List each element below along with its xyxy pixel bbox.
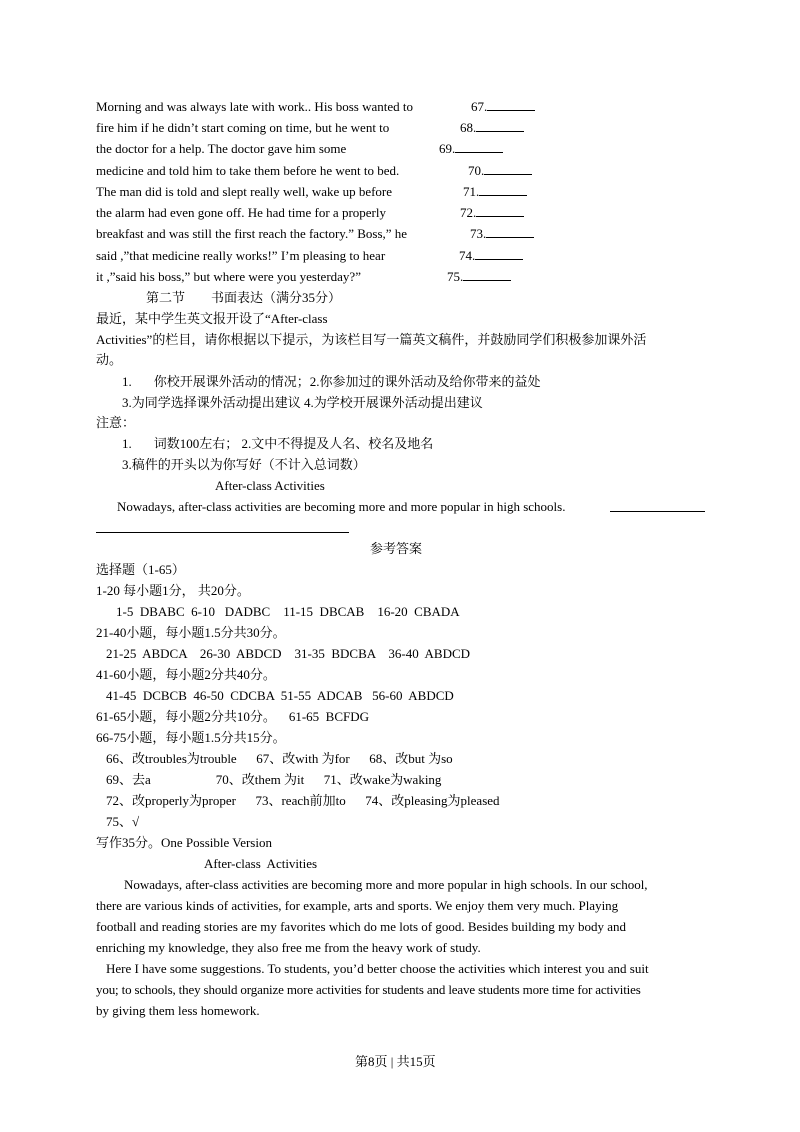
essay-title: After-class Activities: [204, 856, 318, 871]
answer-line: 选择题（1-65）: [96, 562, 185, 577]
essay-line: there are various kinds of activities, for example, arts and sports. We enjoy them very much. Playing: [96, 898, 619, 913]
note-item: 1. 词数100左右； 2.文中不得提及人名、校名及地名: [122, 436, 434, 451]
correction-line: [96, 268, 361, 286]
answer-blank: 75.: [447, 268, 511, 286]
essay-line: by giving them less homework.: [96, 1003, 260, 1018]
correction-text: the alarm had even gone off. He had time for a properly: [96, 205, 386, 220]
answer-line: 写作35分。One Possible Version: [96, 835, 272, 850]
note-item: 3.稿件的开头以为你写好（不计入总词数）: [122, 457, 366, 472]
hint-item: 3.为同学选择课外活动提出建议 4.为学校开展课外活动提出建议: [122, 395, 483, 410]
answer-blank: 68.: [460, 119, 524, 137]
answer-blank: 71.: [463, 183, 527, 201]
correction-text: the doctor for a help. The doctor gave him some: [96, 141, 347, 156]
answer-line: 69、去a 70、改them 为it 71、改wake为waking: [106, 772, 442, 787]
writing-line: [610, 511, 705, 512]
correction-text: breakfast and was still the first reach the factory.” Boss,” he: [96, 226, 408, 241]
answer-line: 21-40小题，每小题1.5分共30分。: [96, 625, 286, 640]
answer-blank: 67.: [471, 98, 535, 116]
answer-line: 1-20 每小题1分， 共20分。: [96, 583, 250, 598]
prompt-text: Activities”的栏目，请你根据以下提示，为该栏目写一篇英文稿件，并鼓励同学们积极参加课外活: [96, 332, 647, 347]
essay-start: Nowadays, after-class activities are becoming more and more popular in high schools.: [117, 499, 566, 514]
essay-line: Here I have some suggestions. To students, you’d better choose the activities which interest you and suit: [106, 961, 649, 976]
correction-text: Morning and was always late with work.. His boss wanted to: [96, 99, 414, 114]
essay-title: After-class Activities: [215, 478, 325, 493]
prompt-text: 动。: [96, 352, 123, 367]
correction-text: it ,”said his boss,” but where were you yesterday?”: [96, 269, 361, 284]
notes-label: 注意：: [96, 415, 136, 430]
answer-heading: 参考答案: [370, 541, 423, 556]
essay-line: you; to schools, they should organize more activities for students and leave students more time for activities: [96, 982, 641, 997]
correction-text: fire him if he didn’t start coming on time, but he went to: [96, 120, 390, 135]
answer-blank: 69.: [439, 140, 503, 158]
correction-line: [96, 183, 392, 201]
answer-line: 75、√: [106, 814, 140, 829]
correction-text: The man did is told and slept really well, wake up before: [96, 184, 393, 199]
correction-line: [96, 225, 407, 243]
answer-line: 61-65小题，每小题2分共10分。 61-65 BCFDG: [96, 709, 370, 724]
writing-line: [96, 532, 349, 533]
answer-line: 72、改properly为proper 73、reach前加to 74、改pleasing为pleased: [106, 793, 500, 808]
hint-item: 1. 你校开展课外活动的情况；2.你参加过的课外活动及给你带来的益处: [122, 374, 541, 389]
answer-blank: 74.: [459, 247, 523, 265]
correction-text: said ,”that medicine really works!” I’m pleasing to hear: [96, 248, 386, 263]
correction-line: [96, 119, 389, 137]
answer-line: 41-45 DCBCB 46-50 CDCBA 51-55 ADCAB 56-60 ABDCD: [106, 688, 454, 703]
correction-line: [96, 98, 413, 116]
answer-blank: 70.: [468, 162, 532, 180]
correction-line: [96, 140, 346, 158]
prompt-text: 最近，某中学生英文报开设了“After-class: [96, 311, 328, 326]
section-title: 第二节 书面表达（满分35分）: [146, 290, 342, 305]
answer-blank: 72.: [460, 204, 524, 222]
essay-line: football and reading stories are my favorites which do me lots of good. Besides building my body and: [96, 919, 627, 934]
page-footer: 第8页 | 共15页: [355, 1054, 436, 1069]
answer-line: 66、改troubles为trouble 67、改with 为for 68、改but 为so: [106, 751, 453, 766]
correction-line: [96, 247, 385, 265]
answer-line: 41-60小题，每小题2分共40分。: [96, 667, 276, 682]
correction-line: [96, 162, 399, 180]
answer-line: 1-5 DBABC 6-10 DADBC 11-15 DBCAB 16-20 CBADA: [116, 604, 460, 619]
essay-line: Nowadays, after-class activities are becoming more and more popular in high schools. In our school,: [124, 877, 648, 892]
answer-blank: 73.: [470, 225, 534, 243]
correction-line: [96, 204, 386, 222]
answer-line: 21-25 ABDCA 26-30 ABDCD 31-35 BDCBA 36-40 ABDCD: [106, 646, 471, 661]
correction-text: medicine and told him to take them before he went to bed.: [96, 163, 400, 178]
answer-line: 66-75小题，每小题1.5分共15分。: [96, 730, 286, 745]
essay-line: enriching my knowledge, they also free me from the heavy work of study.: [96, 940, 481, 955]
